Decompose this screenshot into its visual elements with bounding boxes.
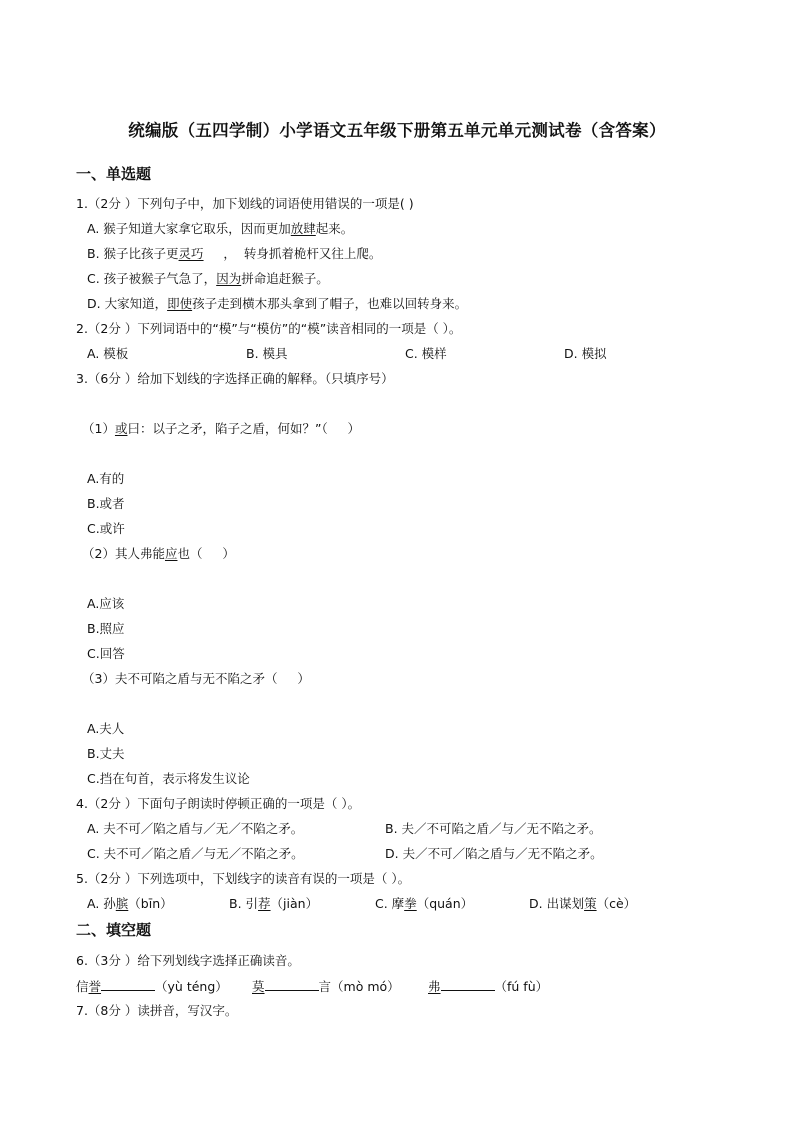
question-4-option-d[interactable]: D. 夫／不可／陷之盾与／无不陷之矛。 — [385, 846, 603, 861]
question-3-part-3-option-a[interactable]: A.夫人 — [87, 721, 125, 736]
question-4-option-c[interactable]: C. 夫不可／陷之盾／与无／不陷之矛。 — [87, 846, 304, 861]
part-label: （1） — [82, 421, 115, 436]
page-title: 统编版（五四学制）小学语文五年级下册第五单元单元测试卷（含答案） — [128, 121, 666, 140]
question-2-option-b[interactable]: B. 模具 — [246, 346, 288, 361]
underlined-word: 因为 — [216, 271, 242, 286]
question-3-part-1-option-a[interactable]: A.有的 — [87, 471, 125, 486]
option-text: A. 孙 — [87, 896, 116, 911]
option-text: ， 转身抓着桅杆又往上爬。 — [203, 246, 382, 261]
question-3-part-1-option-b[interactable]: B.或者 — [87, 496, 125, 511]
option-text: A. 猴子知道大家拿它取乐，因而更加 — [87, 221, 291, 236]
question-3-part-3: （3）夫不可陷之盾与无不陷之矛（ ） — [82, 671, 310, 686]
question-3-stem: 3.（6分 ）给加下划线的字选择正确的解释。（只填序号） — [76, 371, 394, 386]
question-3-part-1-option-c[interactable]: C.或许 — [87, 521, 125, 536]
question-6-item-2 — [252, 978, 400, 995]
question-3-part-1 — [82, 421, 360, 437]
question-5-option-a[interactable] — [87, 896, 173, 912]
pinyin: （bīn） — [128, 896, 173, 911]
pinyin-choices: （fú fù） — [494, 979, 549, 994]
pinyin-choices: （yù téng） — [155, 979, 228, 994]
option-text: 起来。 — [315, 221, 354, 236]
underlined-word: 灵巧 — [178, 246, 204, 261]
underlined-char: 策 — [584, 896, 597, 911]
underlined-word: 放肆 — [290, 221, 316, 236]
option-text: D. 大家知道， — [87, 296, 168, 311]
question-2-option-d[interactable]: D. 模拟 — [564, 346, 607, 361]
question-5-option-b[interactable] — [229, 896, 318, 912]
answer-blank[interactable] — [101, 978, 155, 991]
option-text: 孩子走到横木那头拿到了帽子，也难以回转身来。 — [192, 296, 468, 311]
underlined-char: 膑 — [115, 896, 129, 911]
question-4-option-a[interactable]: A. 夫不可／陷之盾与／无／不陷之矛。 — [87, 821, 304, 836]
underlined-word: 或 — [114, 421, 128, 436]
question-6-item-3 — [428, 978, 548, 995]
question-3-part-2 — [82, 546, 235, 562]
answer-blank[interactable] — [265, 978, 319, 991]
pinyin: （jiàn） — [270, 896, 319, 911]
underlined-word: 应 — [164, 546, 178, 561]
question-4-option-b[interactable]: B. 夫／不可陷之盾／与／无不陷之矛。 — [385, 821, 602, 836]
question-6-stem: 6.（3分 ）给下列划线字选择正确读音。 — [76, 953, 300, 968]
question-1-option-b[interactable] — [87, 246, 381, 262]
question-1-option-a[interactable] — [87, 221, 353, 237]
pinyin: （cè） — [596, 896, 637, 911]
pinyin: （quán） — [416, 896, 474, 911]
part-text: 也（ ） — [177, 546, 235, 561]
question-5-option-d[interactable] — [529, 896, 636, 912]
part-text: （2）其人弗能 — [82, 546, 165, 561]
section-title-fill-in: 二、填空题 — [76, 921, 152, 939]
underlined-char: 莫 — [252, 979, 265, 994]
question-2-stem: 2.（2分 ）下列词语中的“模”与“模仿”的“模”读音相同的一项是（ ）。 — [76, 321, 462, 336]
question-3-part-2-option-b[interactable]: B.照应 — [87, 621, 125, 636]
question-3-part-3-option-c[interactable]: C.挡在句首，表示将发生议论 — [87, 771, 250, 786]
question-5-stem: 5.（2分 ）下列选项中，下划线字的读音有误的一项是（ ）。 — [76, 871, 411, 886]
underlined-word: 即使 — [167, 296, 193, 311]
question-2-option-a[interactable]: A. 模板 — [87, 346, 129, 361]
option-text: C. 摩 — [375, 896, 405, 911]
question-4-stem: 4.（2分 ）下面句子朗读时停顿正确的一项是（ ）。 — [76, 796, 361, 811]
option-text: C. 孩子被猴子气急了， — [87, 271, 217, 286]
part-text: 曰：以子之矛，陷子之盾，何如？”（ ） — [127, 421, 361, 436]
option-text: B. 猴子比孩子更 — [87, 246, 179, 261]
question-7-stem: 7.（8分 ）读拼音，写汉字。 — [76, 1003, 238, 1018]
question-2-option-c[interactable]: C. 模样 — [405, 346, 447, 361]
underlined-char: 荐 — [258, 896, 271, 911]
option-text: D. 出谋划 — [529, 896, 585, 911]
question-3-part-2-option-a[interactable]: A.应该 — [87, 596, 125, 611]
option-text: 拼命追赶猴子。 — [241, 271, 329, 286]
underlined-char: 弗 — [428, 979, 441, 994]
question-5-option-c[interactable] — [375, 896, 473, 912]
section-title-single-choice: 一、单选题 — [76, 165, 152, 183]
answer-blank[interactable] — [441, 978, 495, 991]
question-1-option-d[interactable] — [87, 296, 467, 312]
question-1-stem: 1.（2分 ）下列句子中，加下划线的词语使用错误的一项是( ) — [76, 196, 414, 211]
underlined-char: 拳 — [404, 896, 417, 911]
question-3-part-3-option-b[interactable]: B.丈夫 — [87, 746, 125, 761]
option-text: B. 引 — [229, 896, 259, 911]
question-6-item-1 — [76, 978, 228, 995]
underlined-char: 誉 — [88, 979, 102, 994]
question-1-option-c[interactable] — [87, 271, 329, 287]
question-3-part-2-option-c[interactable]: C.回答 — [87, 646, 125, 661]
word-text: 言 — [318, 979, 332, 994]
word-text: 信 — [76, 979, 89, 994]
pinyin-choices: （mò mó） — [331, 979, 400, 994]
